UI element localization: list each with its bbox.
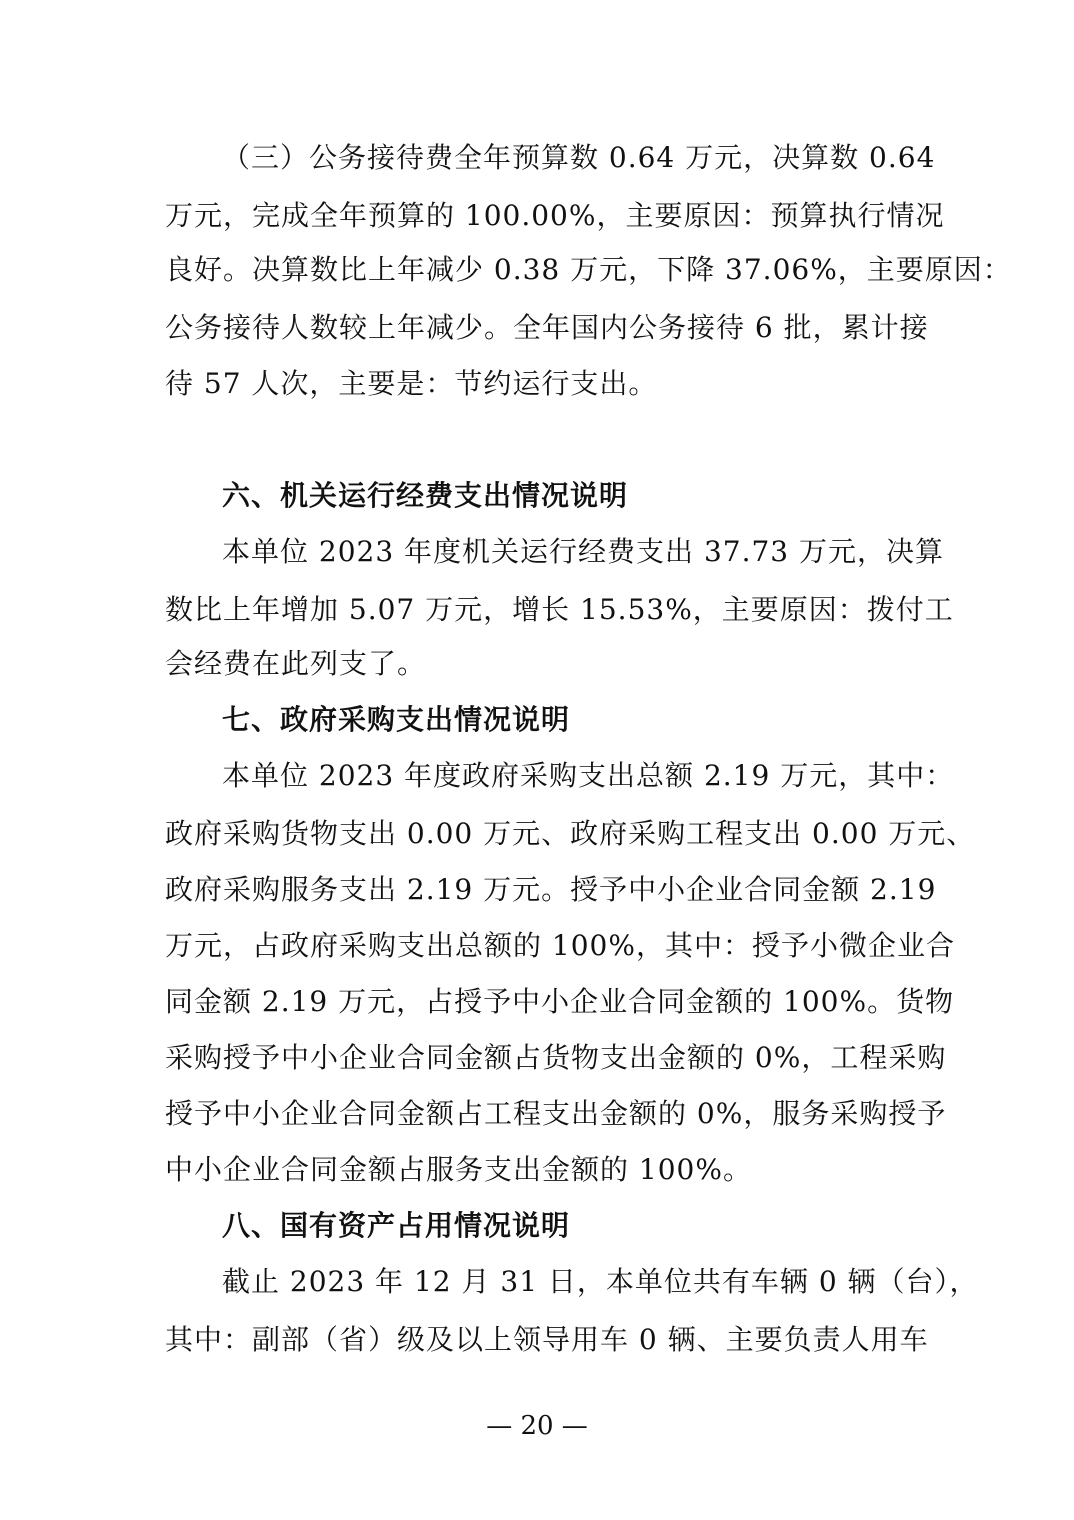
text-line: 政府采购货物支出 0.00 万元、政府采购工程支出 0.00 万元、 [165, 817, 976, 850]
text-line: 本单位 2023 年度政府采购支出总额 2.19 万元，其中： [222, 759, 955, 792]
text-line: 万元，完成全年预算的 100.00%，主要原因：预算执行情况 [165, 199, 945, 232]
text-line: 截止 2023 年 12 月 31 日，本单位共有车辆 0 辆（台）， [222, 1265, 979, 1298]
text-line: 公务接待人数较上年减少。全年国内公务接待 6 批，累计接 [165, 311, 929, 344]
text-line: 万元，占政府采购支出总额的 100%，其中：授予小微企业合 [165, 929, 955, 962]
section-heading-6: 六、机关运行经费支出情况说明 [222, 479, 629, 512]
text-line: 中小企业合同金额占服务支出金额的 100%。 [165, 1153, 752, 1186]
text-line: 同金额 2.19 万元，占授予中小企业合同金额的 100%。货物 [165, 985, 955, 1018]
text-line: 采购授予中小企业合同金额占货物支出金额的 0%，工程采购 [165, 1041, 947, 1074]
text-line: 本单位 2023 年度机关运行经费支出 37.73 万元，决算 [222, 535, 945, 568]
text-line: （三）公务接待费全年预算数 0.64 万元，决算数 0.64 [222, 141, 936, 174]
text-line: 数比上年增加 5.07 万元，增长 15.53%，主要原因：拨付工 [165, 593, 954, 626]
text-line: 其中：副部（省）级及以上领导用车 0 辆、主要负责人用车 [165, 1323, 929, 1356]
text-line: 良好。决算数比上年减少 0.38 万元，下降 37.06%，主要原因： [165, 253, 1012, 286]
text-line: 政府采购服务支出 2.19 万元。授予中小企业合同金额 2.19 [165, 873, 937, 906]
page-number: — 20 — [486, 1411, 588, 1441]
text-line: 授予中小企业合同金额占工程支出金额的 0%，服务采购授予 [165, 1097, 947, 1130]
section-heading-8: 八、国有资产占用情况说明 [222, 1209, 571, 1242]
text-line: 会经费在此列支了。 [165, 647, 427, 680]
text-line: 待 57 人次，主要是：节约运行支出。 [165, 367, 658, 400]
section-heading-7: 七、政府采购支出情况说明 [222, 703, 571, 736]
